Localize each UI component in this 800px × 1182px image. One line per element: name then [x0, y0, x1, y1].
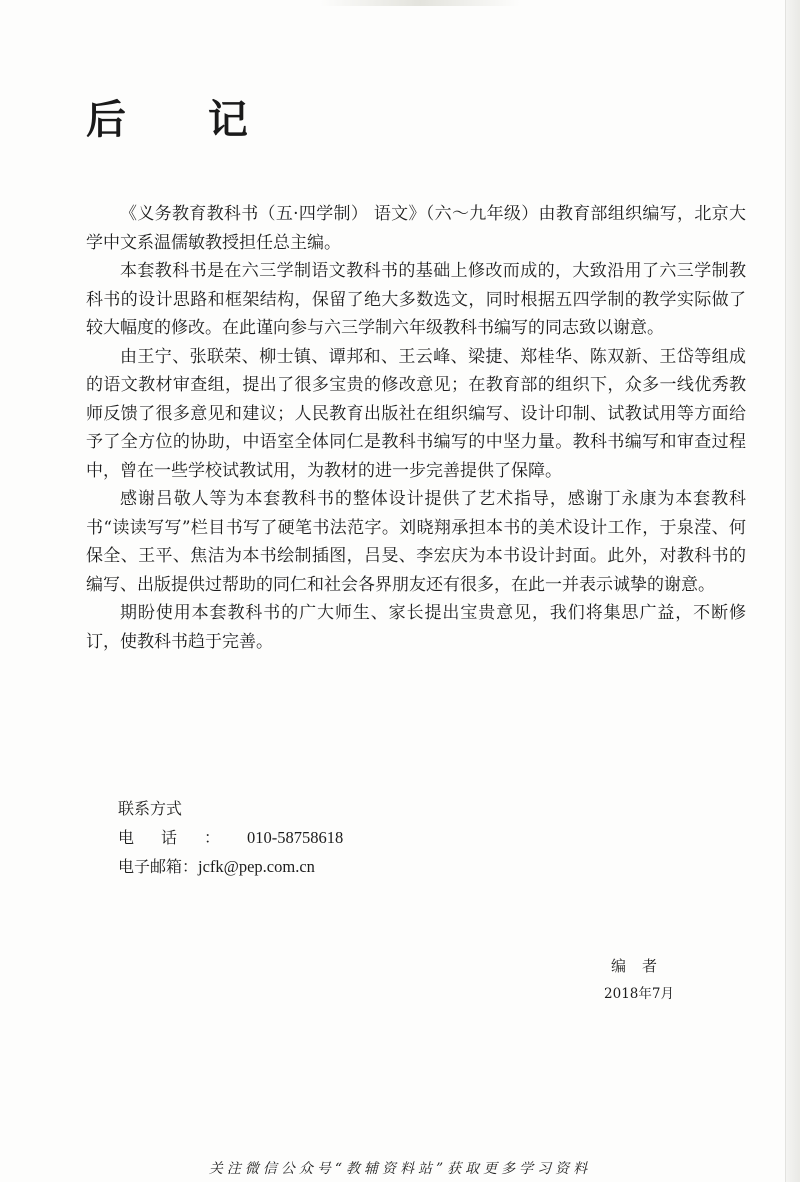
email-label: 电子邮箱：: [118, 857, 199, 876]
page-title: 后 记: [86, 96, 282, 143]
paragraph-1: 《义务教育教科书（五·四学制） 语文》（六～九年级）由教育部组织编写，北京大学中文系温儒敏教授担任总主编。: [86, 204, 746, 253]
signature-date: 2018年7月: [604, 986, 674, 1002]
contact-phone-row: [118, 823, 343, 852]
signature-block: [584, 952, 694, 1008]
paragraph-5: 期盼使用本套教科书的广大师生、家长提出宝贵意见，我们将集思广益，不断修订，使教科书趋于完善。: [86, 603, 746, 652]
signature-author: 编者: [610, 957, 673, 975]
footer-watermark-note: 关注微信公众号“教辅资料站”获取更多学习资料: [208, 1161, 592, 1177]
afterword-body: [86, 200, 746, 656]
paragraph-4: 感谢吕敬人等为本套教科书的整体设计提供了艺术指导，感谢丁永康为本套教科书“读读写写”栏目书写了硬笔书法范字。刘晓翔承担本书的美术设计工作，于泉滢、何保全、王平、焦洁为本书绘制插图，吕旻、李宏庆为本书设计封面。此外，对教科书的编写、出版提供过帮助的同仁和社会各界朋友还有很多，在此一并表示诚挚的谢意。: [86, 489, 746, 595]
paragraph-2: 本套教科书是在六三学制语文教科书的基础上修改而成的，大致沿用了六三学制教科书的设计思路和框架结构，保留了绝大多数选文，同时根据五四学制的教学实际做了较大幅度的修改。在此谨向参与六三学制六年级教科书编写的同志致以谢意。: [86, 261, 746, 338]
paragraph-3: 由王宁、张联荣、柳士镇、谭邦和、王云峰、梁捷、郑桂华、陈双新、王岱等组成的语文教材审查组，提出了很多宝贵的修改意见；在教育部的组织下，众多一线优秀教师反馈了很多意见和建议；人民教育出版社在组织编写、设计印制、试教试用等方面给予了全方位的协助，中语室全体同仁是教科书编写的中坚力量。教科书编写和审查过程中，曾在一些学校试教试用，为教材的进一步完善提供了保障。: [86, 346, 746, 481]
phone-label: 电话：: [118, 828, 248, 847]
contact-email-row: [118, 852, 343, 881]
page-edge-shadow: [785, 0, 800, 1182]
contact-info: [118, 794, 343, 881]
phone-value: 010-58758618: [247, 828, 344, 847]
top-edge-mark: [320, 0, 520, 6]
email-value: jcfk@pep.com.cn: [198, 857, 315, 876]
contact-heading: 联系方式: [118, 799, 183, 818]
